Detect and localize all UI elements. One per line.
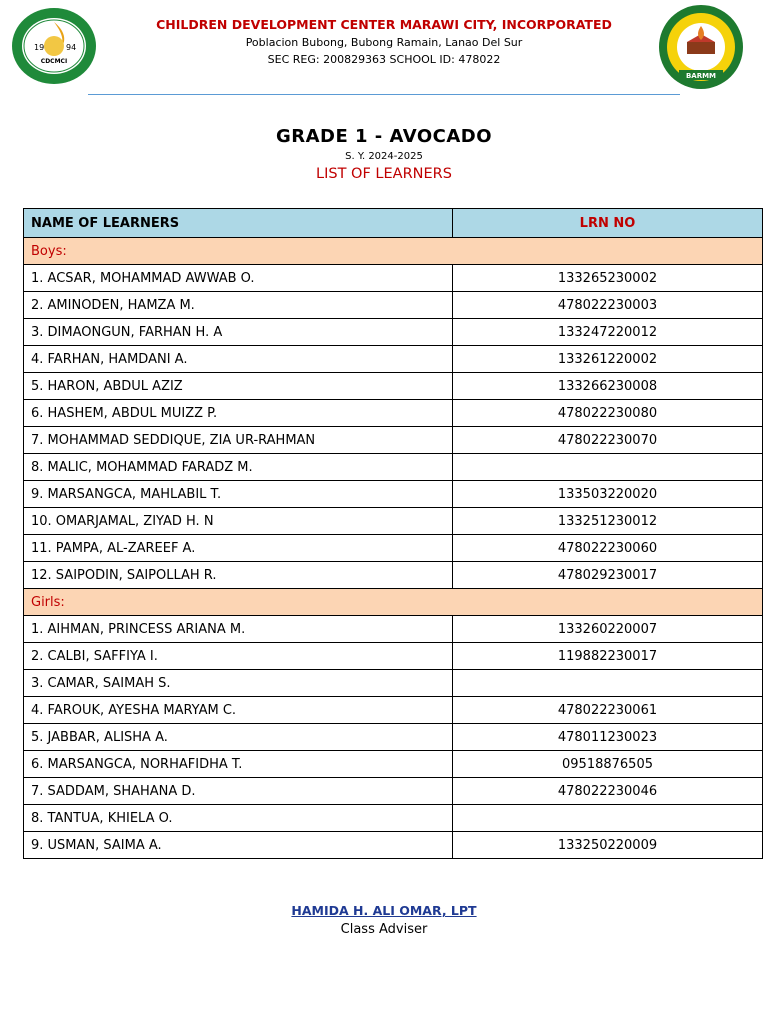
learner-lrn: 133261220002 — [453, 346, 763, 373]
school-address: Poblacion Bubong, Bubong Ramain, Lanao Del Sur — [245, 36, 523, 49]
learner-lrn: 478022230046 — [453, 778, 763, 805]
learner-lrn: 133260220007 — [453, 616, 763, 643]
learner-name: 3. CAMAR, SAIMAH S. — [24, 670, 453, 697]
learner-name: 11. PAMPA, AL-ZAREEF A. — [24, 535, 453, 562]
learner-lrn: 478022230080 — [453, 400, 763, 427]
logo-year-right: 94 — [66, 43, 77, 52]
learner-name: 1. ACSAR, MOHAMMAD AWWAB O. — [24, 265, 453, 292]
learner-name: 7. SADDAM, SHAHANA D. — [24, 778, 453, 805]
learner-name: 5. HARON, ABDUL AZIZ — [24, 373, 453, 400]
learners-table — [23, 208, 763, 859]
ministry-seal-icon — [657, 4, 745, 90]
learner-lrn: 478011230023 — [453, 724, 763, 751]
learner-name: 4. FAROUK, AYESHA MARYAM C. — [24, 697, 453, 724]
table-row — [24, 427, 763, 454]
learner-name: 8. TANTUA, KHIELA O. — [24, 805, 453, 832]
learner-lrn — [453, 670, 763, 697]
learner-name: 8. MALIC, MOHAMMAD FARADZ M. — [24, 454, 453, 481]
table-row — [24, 562, 763, 589]
table-row — [24, 508, 763, 535]
learner-name: 2. AMINODEN, HAMZA M. — [24, 292, 453, 319]
table-row — [24, 697, 763, 724]
learner-name: 12. SAIPODIN, SAIPOLLAH R. — [24, 562, 453, 589]
learner-name: 1. AIHMAN, PRINCESS ARIANA M. — [24, 616, 453, 643]
learner-lrn: 478022230003 — [453, 292, 763, 319]
adviser-name: HAMIDA H. ALI OMAR, LPT — [291, 903, 477, 918]
learner-lrn: 09518876505 — [453, 751, 763, 778]
table-row — [24, 832, 763, 859]
table-row — [24, 319, 763, 346]
column-header-name: NAME OF LEARNERS — [24, 209, 453, 238]
section-row — [24, 589, 763, 616]
table-header-row — [24, 209, 763, 238]
learner-lrn: 478022230070 — [453, 427, 763, 454]
table-row — [24, 616, 763, 643]
table-row — [24, 400, 763, 427]
document-header — [0, 0, 768, 100]
learners-table-body — [24, 238, 763, 859]
table-row — [24, 346, 763, 373]
learner-lrn — [453, 454, 763, 481]
logo-abbrev: CDCMCI — [40, 58, 68, 65]
section-label: Girls: — [24, 589, 763, 616]
learner-lrn: 133251230012 — [453, 508, 763, 535]
table-row — [24, 643, 763, 670]
table-row — [24, 670, 763, 697]
list-heading: LIST OF LEARNERS — [316, 166, 452, 182]
learner-lrn: 119882230017 — [453, 643, 763, 670]
column-header-lrn: LRN NO — [453, 209, 763, 238]
table-row — [24, 373, 763, 400]
school-registration: SEC REG: 200829363 SCHOOL ID: 478022 — [267, 53, 501, 66]
learner-name: 10. OMARJAMAL, ZIYAD H. N — [24, 508, 453, 535]
table-row — [24, 292, 763, 319]
adviser-title: Class Adviser — [340, 922, 428, 937]
learner-lrn: 133503220020 — [453, 481, 763, 508]
page-title: GRADE 1 - AVOCADO — [275, 126, 493, 147]
learner-name: 9. MARSANGCA, MAHLABIL T. — [24, 481, 453, 508]
table-row — [24, 805, 763, 832]
header-divider — [88, 94, 680, 95]
learner-name: 6. MARSANGCA, NORHAFIDHA T. — [24, 751, 453, 778]
section-label: Boys: — [24, 238, 763, 265]
logo-banner: BARMM — [685, 72, 717, 80]
school-name: CHILDREN DEVELOPMENT CENTER MARAWI CITY, INCORPORATED — [156, 17, 612, 32]
learner-lrn — [453, 805, 763, 832]
learner-lrn: 478022230060 — [453, 535, 763, 562]
learner-lrn: 133250220009 — [453, 832, 763, 859]
table-row — [24, 778, 763, 805]
table-row — [24, 724, 763, 751]
learner-name: 7. MOHAMMAD SEDDIQUE, ZIA UR-RAHMAN — [24, 427, 453, 454]
learner-lrn: 133247220012 — [453, 319, 763, 346]
table-row — [24, 481, 763, 508]
learner-name: 2. CALBI, SAFFIYA I. — [24, 643, 453, 670]
learner-lrn: 478029230017 — [453, 562, 763, 589]
learner-name: 4. FARHAN, HAMDANI A. — [24, 346, 453, 373]
table-row — [24, 265, 763, 292]
logo-year-left: 19 — [34, 43, 45, 52]
table-row — [24, 535, 763, 562]
learner-name: 6. HASHEM, ABDUL MUIZZ P. — [24, 400, 453, 427]
learner-name: 9. USMAN, SAIMA A. — [24, 832, 453, 859]
school-year: S. Y. 2024-2025 — [345, 151, 423, 162]
table-row — [24, 454, 763, 481]
learner-lrn: 133265230002 — [453, 265, 763, 292]
learner-lrn: 133266230008 — [453, 373, 763, 400]
section-row — [24, 238, 763, 265]
learner-name: 5. JABBAR, ALISHA A. — [24, 724, 453, 751]
table-row — [24, 751, 763, 778]
learner-lrn: 478022230061 — [453, 697, 763, 724]
learner-name: 3. DIMAONGUN, FARHAN H. A — [24, 319, 453, 346]
